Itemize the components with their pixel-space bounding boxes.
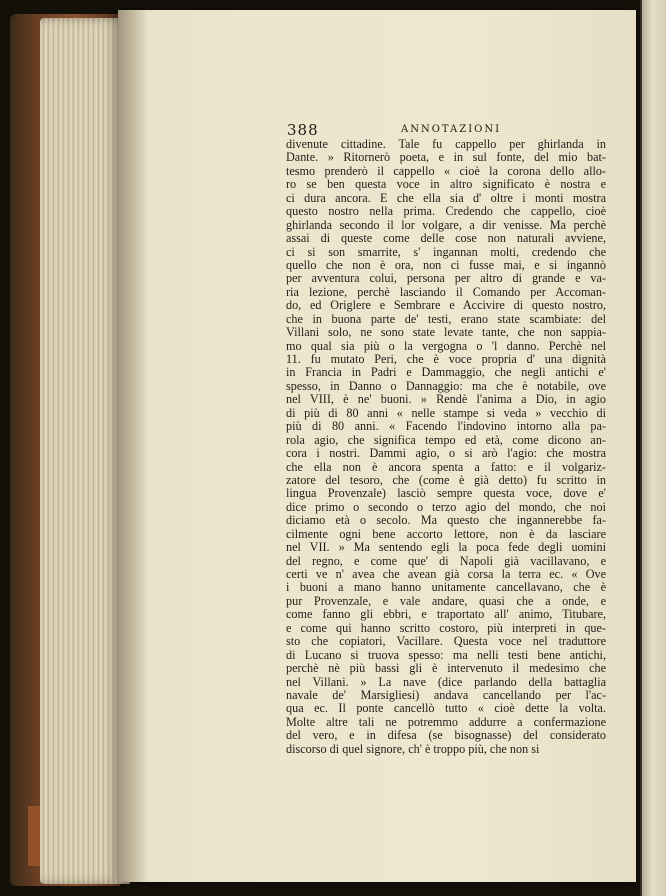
text-line: rola agio, che significa tempo ed età, come dicono an-: [286, 432, 606, 447]
text-line: questo nostro nella prima. Credendo che cappello, cioè: [286, 204, 606, 219]
text-line: ci si son smarrite, s' ingannan molti, credendo che: [286, 244, 606, 259]
text-line: divenute cittadine. Tale fu cappello per ghirlanda in: [286, 137, 606, 151]
text-line: del regno, e come que' di Napoli già vacillavano, e: [286, 553, 606, 568]
text-line: certi ve n' avea che avean già corsa la terra ec. « Ove: [286, 567, 606, 581]
text-line: cora i nostri. Dammi agio, o si arò l'agio: che mostra: [286, 446, 606, 461]
text-line: lingua Provenzale) lasciò sempre questa voce, dove e': [286, 486, 606, 501]
page-number: 388: [287, 121, 319, 139]
text-line: che ella non è ancora spenta a fatto: e il volgariz-: [286, 459, 606, 474]
text-line: qua ec. Il ponte cancellò tutto « cioè dette la volta.: [286, 701, 606, 716]
text-line: ci dura ancora. E che ella sia d' oltre i monti mostra: [286, 190, 606, 205]
text-line: spesso, in Danno o Dannaggio: ma che è notabile, ove: [286, 378, 606, 393]
text-line: nel Villani. » La nave (dice parlando della battaglia: [286, 674, 606, 689]
gutter-shadow: [118, 10, 148, 882]
text-line: nel VIII, è ne' buoni. » Rendè l'anima a Dio, in agio: [286, 392, 606, 407]
text-line: sto che copiatori, Vacillare. Questa voce nel traduttore: [286, 634, 606, 649]
text-line: i buoni a mano hanno unitamente cancellavano, che è: [286, 580, 606, 595]
facing-page-edge: [640, 0, 666, 896]
page-edges: [40, 18, 130, 884]
text-line: mo qual sia più o la vergogna o 'l danno. Perchè nel: [286, 338, 606, 353]
text-line: di più di 80 anni « nelle stampe si veda » vecchio di: [286, 405, 606, 420]
text-line: e come qui hanno scritto costoro, più interpreti in que-: [286, 620, 606, 635]
text-line: assai di queste come delle cose non naturali avviene,: [286, 231, 606, 246]
text-line: 11. fu mutato Peri, che è voce propria d' una dignità: [286, 352, 606, 366]
text-line: che in buona parte de' testi, erano state scambiate: del: [286, 311, 606, 326]
text-line: ghirlanda secondo il lor volgare, a dir venisse. Ma perchè: [286, 217, 606, 232]
running-title: ANNOTAZIONI: [401, 124, 502, 135]
text-line: do, ed Origlere e Sembrare e Accivire di questo nostro,: [286, 298, 606, 313]
text-line: discorso di quel signore, ch' è troppo più, che non si: [286, 741, 540, 756]
text-line: pur Provenzale, e vale andare, quasi che a onde, e: [286, 593, 606, 608]
text-line: nel VII. » Ma sentendo egli la poca fede degli uomini: [286, 540, 606, 555]
text-line: perchè nè più bassi gli è intervenuto il medesimo che: [286, 661, 606, 676]
text-line: Dante. » Ritornerò poeta, e in sul fonte, del mio bat-: [286, 150, 606, 165]
text-line: Villani solo, ne sono state levate tante, che non sappia-: [286, 325, 606, 340]
text-line: zatore del tesoro, che (come è già detto) fu scritto in: [286, 472, 606, 487]
text-line: Molte altre tali ne potremmo addurre a confermazione: [286, 714, 606, 729]
text-line: diciamo età o secolo. Ma questo che ingannerebbe fa-: [286, 513, 606, 528]
text-line: ro se ben questa voce in altro significato è nostra e: [286, 177, 606, 192]
text-line: quello che non è ora, non ci fusse mai, e si ingannò: [286, 257, 606, 272]
text-line: in Francia in Padri e Dammaggio, che negli antichi e': [286, 365, 606, 380]
text-line: di Lucano si truova spesso: ma nelli testi bene antichi,: [286, 647, 606, 662]
body-text: [286, 138, 606, 756]
text-line: tesmo prenderò il cappello « cioè la corona dello allo-: [286, 163, 606, 178]
text-line: cilmente ogni bene accorto lettore, non è da lasciare: [286, 526, 606, 541]
text-line: navale de' Marsigliesi) andava cancellando per l'ac-: [286, 687, 606, 702]
text-line: dice primo o secondo o terzo agio del mondo, che noi: [286, 499, 606, 514]
text-line: del vero, e in difesa (se bisognasse) del considerato: [286, 728, 606, 743]
text-line: ria lezione, perchè lasciando il Comando per Accoman-: [286, 284, 606, 299]
text-line: più di 80 anni. « Facendo l'indovino intorno alla pa-: [286, 419, 606, 434]
text-line: per avventura colui, persona per altro di grande e va-: [286, 271, 606, 286]
text-line: come fanno gli ebbri, e traportato all' animo, Titubare,: [286, 607, 606, 622]
